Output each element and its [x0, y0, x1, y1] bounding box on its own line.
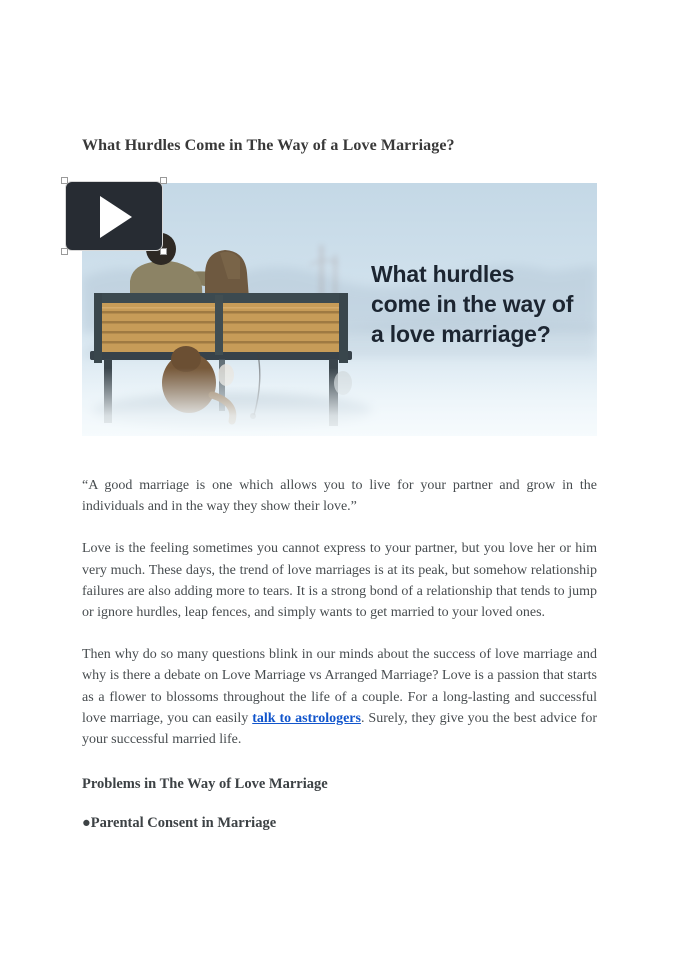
thumbnail-caption [371, 259, 593, 349]
play-icon [100, 196, 132, 238]
quote-paragraph: “A good marriage is one which allows you to live for your partner and grow in the individuals and in the way they show their love.” [82, 478, 597, 515]
body-paragraph-2 [82, 644, 597, 750]
caption-line: What hurdles [371, 261, 515, 287]
bullet-heading-parental-consent: ●Parental Consent in Marriage [82, 815, 277, 832]
section-heading: Problems in The Way of Love Marriage [82, 776, 328, 793]
bench-right-post [339, 293, 348, 363]
caption-line: come in the way of [371, 291, 574, 317]
body-paragraph-1: Love is the feeling sometimes you cannot express to your partner, but you love her or him very much. These days, the trend of love marriages is at its peak, but somehow relationship failures are also adding more to tears. It is a strong bond of a relationship that tends to jump or ignore hurdles, leap fences, and simply wants to get married to your loved ones. [82, 541, 597, 621]
talk-to-astrologers-link[interactable]: talk to astrologers [252, 710, 361, 726]
bench-center-post [215, 295, 223, 355]
selection-handle[interactable] [160, 177, 167, 184]
selection-handle[interactable] [61, 248, 68, 255]
selection-handle[interactable] [160, 248, 167, 255]
article-content [82, 0, 597, 832]
play-button[interactable] [65, 181, 163, 251]
fog-overlay [82, 368, 597, 436]
selection-handle[interactable] [61, 177, 68, 184]
paragraph-text: Then why do so many questions blink in our minds about the success of love marriage and why is there a debate on Love Marriage vs Arranged Marriage? Love is a passion that starts as a flower to blossoms throughout the life of a couple. For a long-lasting and successful love marriage, you can easily [82, 647, 597, 726]
video-thumbnail-block [82, 183, 597, 436]
page-title: What Hurdles Come in The Way of a Love Marriage? [82, 137, 455, 154]
paragraph-text: . Surely, they give you the best advice for your successful married life. [82, 710, 597, 748]
bench-left-post [94, 293, 102, 363]
caption-line: a love marriage? [371, 321, 551, 347]
